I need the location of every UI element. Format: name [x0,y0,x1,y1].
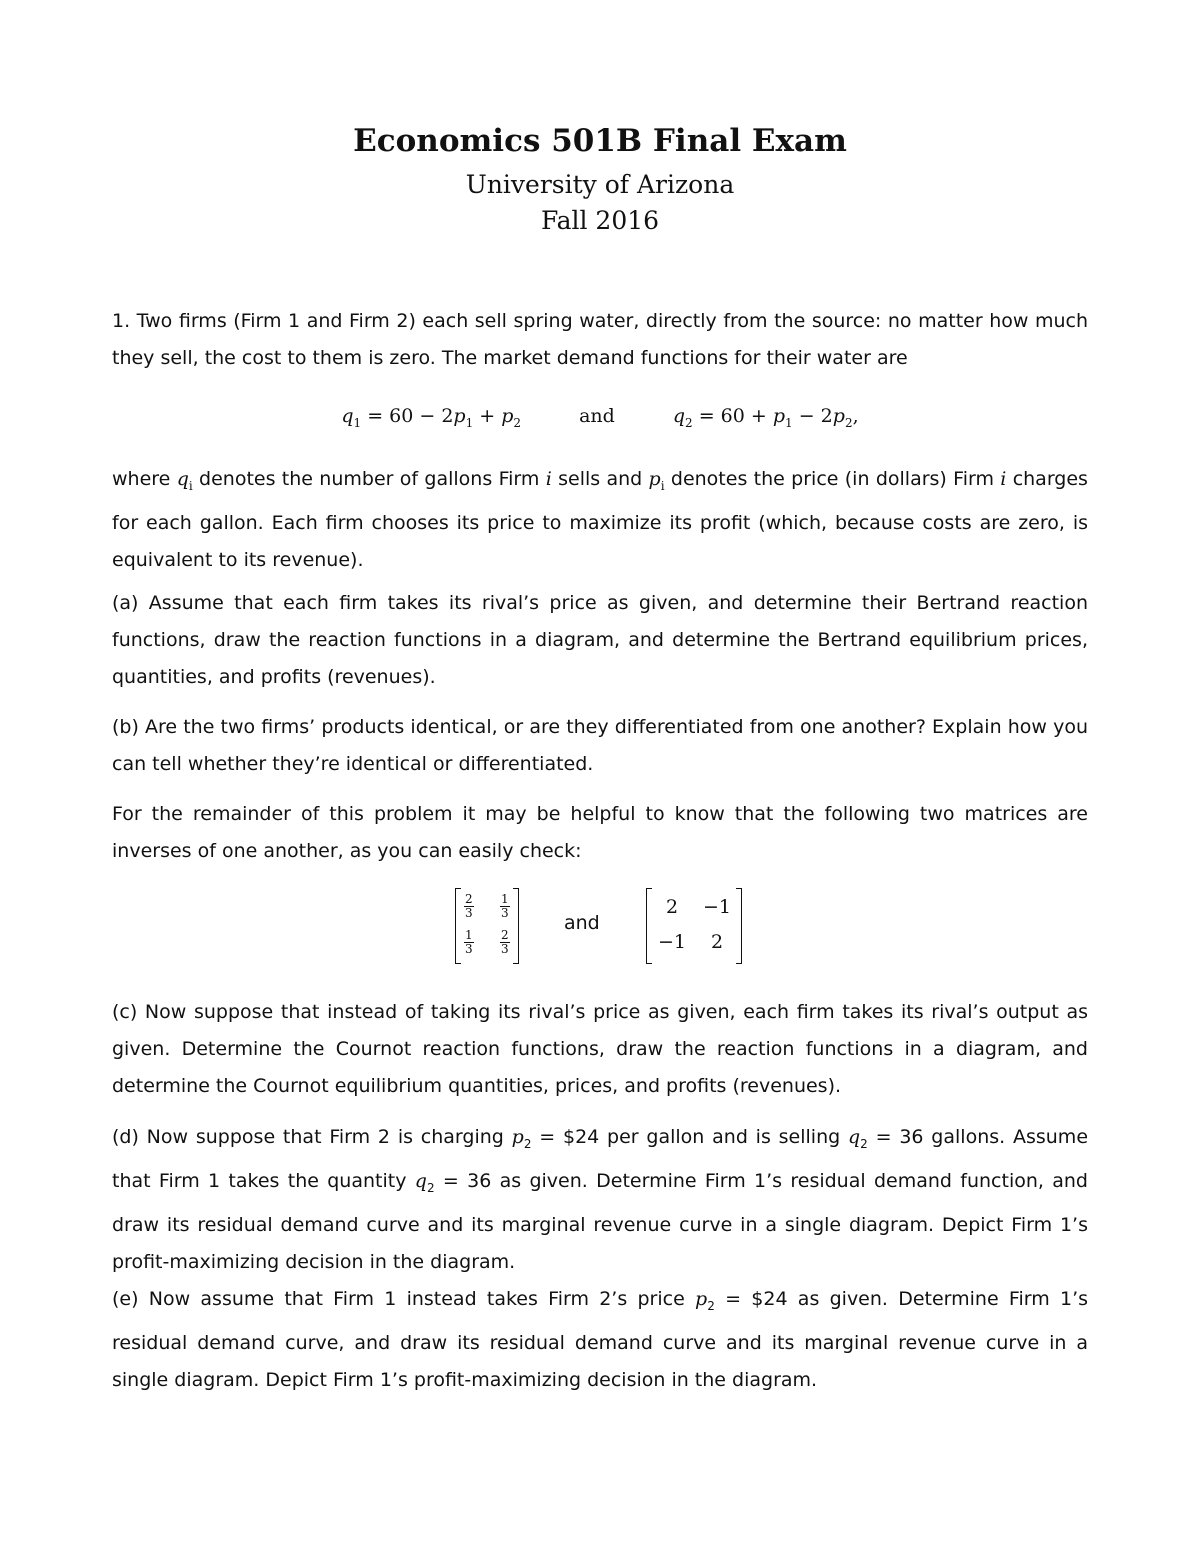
matrix-cell: −1 [702,896,731,918]
part-b: (b) Are the two firms’ products identical, or are they differentiated from one another? Explain how you can tell whether they’re identical or differentiated. [112,716,1088,775]
left-bracket [455,888,461,964]
part-c: (c) Now suppose that instead of taking its rival’s price as given, each firm takes its rival’s output as given. Determine the Cournot reaction functions, draw the reaction functions in a diagram, and determine the Cournot equilibrium quantities, prices, and profits (revenues). [112,1001,1088,1097]
matrix-cell: −1 [657,931,686,953]
part-e: (e) Now assume that Firm 1 instead takes Firm 2’s price $p_2$ = $24 as given. Determine Firm 1’s residual demand curve, and draw its residual demand curve and its marginal revenue curve in a single diagram. Depict Firm 1’s profit-maximizing decision in the diagram. [112,1288,1089,1391]
matrix-fractions [455,888,519,962]
part-a: (a) Assume that each firm takes its rival’s price as given, and determine their Bertrand reaction functions, draw the reaction functions in a diagram, and determine the Bertrand equilibrium prices, quantities, and profits (revenues). [112,592,1088,688]
equation-and: and [579,405,615,427]
matrix-cell: $\frac{2}{3}$ [465,892,473,920]
part-d: (d) Now suppose that Firm 2 is charging $p_2$ = $24 per gallon and is selling $q_2 = 36$ gallons. Assume that Firm 1 takes the quantity $q_2 = 36$ as given. Determine Firm 1’s residual demand function, and draw its residual demand curve and its marginal revenue curve in a single diagram. Depict Firm 1’s profit-maximizing decision in the diagram. [112,1126,1089,1273]
matrix-cell: 2 [665,896,679,918]
university-name: University of Arizona [465,170,735,199]
matrix-cell: $\frac{2}{3}$ [501,928,509,956]
demand-equations: $q_1 = 60 - 2p_1 + p_2$ and $q_2 = 60 + p_1 - 2p_2$, [341,405,859,430]
page-title: Economics 501B Final Exam [353,123,847,159]
remainder-paragraph: For the remainder of this problem it may be helpful to know that the following two matrices are inverses of one another, as you can easily check: [112,803,1088,862]
right-bracket [513,888,519,964]
term-label: Fall 2016 [540,206,660,235]
problem-intro: 1. Two firms (Firm 1 and Firm 2) each sell spring water, directly from the source: no matter how much they sell, the cost to them is zero. The market demand functions for their water are [112,310,1088,369]
where-paragraph: where $q_i$ denotes the number of gallons Firm i sells and $p_i$ denotes the price (in dollars) Firm i charges for each gallon. Each firm chooses its price to maximize its profit (which, because costs are zero, is equivalent to its revenue). [112,468,1088,571]
matrix-and: and [564,912,600,934]
matrix-cell: 2 [710,931,724,953]
matrix-cell: $\frac{1}{3}$ [501,892,509,920]
matrix-integers [646,888,742,962]
matrix-cell: $\frac{1}{3}$ [465,928,473,956]
